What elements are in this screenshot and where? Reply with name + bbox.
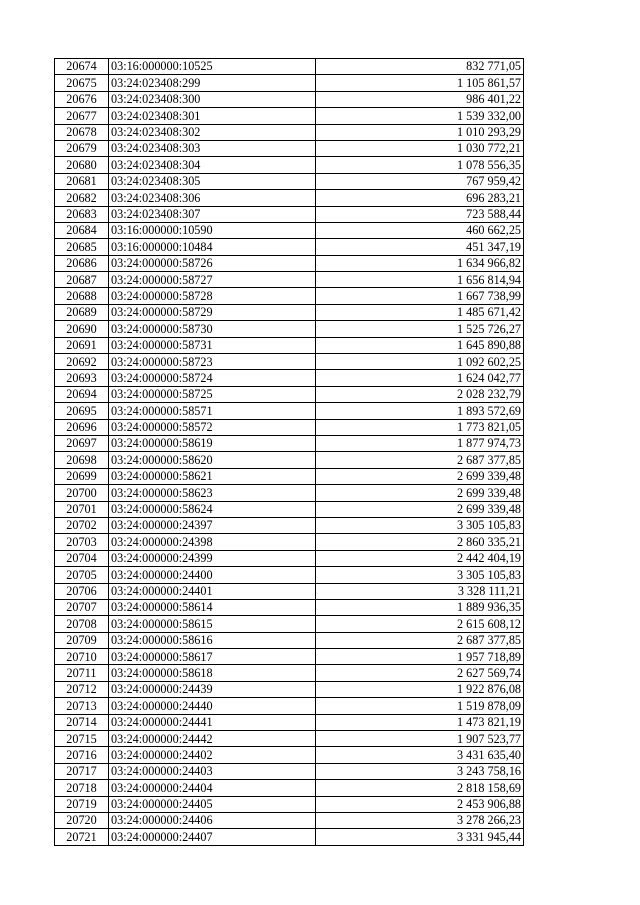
table-row [55,255,524,271]
table-row [55,468,524,484]
cadastral-number-cell: 03:24:000000:58572 [109,419,316,435]
table-row [55,157,524,173]
cadastral-value-cell: 1 773 821,05 [316,419,524,435]
cadastral-value-cell: 3 328 111,21 [316,583,524,599]
cadastral-number-cell: 03:24:023408:302 [109,124,316,140]
cadastral-value-cell: 1 525 726,27 [316,321,524,337]
row-number-cell: 20694 [55,386,109,402]
row-number-cell: 20720 [55,812,109,828]
table-row [55,550,524,566]
table-body [55,59,524,846]
cadastral-value-cell: 3 305 105,83 [316,517,524,533]
cadastral-value-cell: 1 889 936,35 [316,599,524,615]
cadastral-value-cell: 2 687 377,85 [316,632,524,648]
table-row [55,485,524,501]
table-row [55,665,524,681]
cadastral-number-cell: 03:24:000000:24406 [109,812,316,828]
cadastral-value-table [54,58,524,846]
row-number-cell: 20691 [55,337,109,353]
table-row [55,419,524,435]
cadastral-value-cell: 1 473 821,19 [316,714,524,730]
cadastral-value-cell: 1 105 861,57 [316,75,524,91]
row-number-cell: 20702 [55,517,109,533]
row-number-cell: 20683 [55,206,109,222]
table-row [55,452,524,468]
row-number-cell: 20686 [55,255,109,271]
row-number-cell: 20699 [55,468,109,484]
cadastral-value-cell: 1 519 878,09 [316,698,524,714]
table-row [55,763,524,779]
cadastral-value-cell: 3 305 105,83 [316,567,524,583]
table-row [55,812,524,828]
row-number-cell: 20705 [55,567,109,583]
row-number-cell: 20696 [55,419,109,435]
row-number-cell: 20710 [55,649,109,665]
cadastral-value-cell: 1 030 772,21 [316,140,524,156]
cadastral-value-cell: 3 243 758,16 [316,763,524,779]
table-row [55,632,524,648]
cadastral-number-cell: 03:24:000000:24404 [109,780,316,796]
cadastral-number-cell: 03:24:000000:58619 [109,435,316,451]
cadastral-value-cell: 2 818 158,69 [316,780,524,796]
row-number-cell: 20674 [55,59,109,75]
cadastral-value-cell: 1 485 671,42 [316,304,524,320]
row-number-cell: 20712 [55,681,109,697]
table-row [55,517,524,533]
row-number-cell: 20709 [55,632,109,648]
cadastral-value-cell: 1 922 876,08 [316,681,524,697]
row-number-cell: 20721 [55,829,109,845]
cadastral-number-cell: 03:24:000000:24401 [109,583,316,599]
table-row [55,124,524,140]
cadastral-number-cell: 03:24:000000:58617 [109,649,316,665]
cadastral-number-cell: 03:24:000000:58725 [109,386,316,402]
table-row [55,173,524,189]
row-number-cell: 20703 [55,534,109,550]
cadastral-value-cell: 1 645 890,88 [316,337,524,353]
cadastral-value-cell: 2 028 232,79 [316,386,524,402]
row-number-cell: 20689 [55,304,109,320]
cadastral-number-cell: 03:24:000000:58724 [109,370,316,386]
cadastral-value-cell: 2 699 339,48 [316,485,524,501]
table-row [55,403,524,419]
cadastral-value-cell: 1 539 332,00 [316,108,524,124]
row-number-cell: 20698 [55,452,109,468]
table-row [55,681,524,697]
table-row [55,321,524,337]
row-number-cell: 20688 [55,288,109,304]
row-number-cell: 20701 [55,501,109,517]
row-number-cell: 20684 [55,222,109,238]
cadastral-value-cell: 3 278 266,23 [316,812,524,828]
row-number-cell: 20718 [55,780,109,796]
cadastral-number-cell: 03:24:000000:24442 [109,731,316,747]
table-row [55,435,524,451]
cadastral-value-cell: 2 699 339,48 [316,468,524,484]
cadastral-number-cell: 03:24:000000:58727 [109,272,316,288]
cadastral-number-cell: 03:24:023408:303 [109,140,316,156]
row-number-cell: 20719 [55,796,109,812]
cadastral-number-cell: 03:24:000000:24407 [109,829,316,845]
cadastral-number-cell: 03:24:000000:58614 [109,599,316,615]
cadastral-value-cell: 832 771,05 [316,59,524,75]
cadastral-number-cell: 03:24:023408:305 [109,173,316,189]
cadastral-number-cell: 03:24:000000:58571 [109,403,316,419]
cadastral-number-cell: 03:24:000000:58624 [109,501,316,517]
row-number-cell: 20690 [55,321,109,337]
table-row [55,108,524,124]
row-number-cell: 20678 [55,124,109,140]
cadastral-value-cell: 1 624 042,77 [316,370,524,386]
row-number-cell: 20714 [55,714,109,730]
cadastral-number-cell: 03:24:000000:58723 [109,354,316,370]
table-row [55,91,524,107]
cadastral-number-cell: 03:16:000000:10525 [109,59,316,75]
cadastral-number-cell: 03:24:000000:58621 [109,468,316,484]
cadastral-value-cell: 451 347,19 [316,239,524,255]
cadastral-number-cell: 03:24:023408:301 [109,108,316,124]
cadastral-number-cell: 03:24:023408:304 [109,157,316,173]
row-number-cell: 20706 [55,583,109,599]
cadastral-value-cell: 2 860 335,21 [316,534,524,550]
row-number-cell: 20677 [55,108,109,124]
cadastral-number-cell: 03:24:023408:300 [109,91,316,107]
cadastral-number-cell: 03:24:000000:24441 [109,714,316,730]
row-number-cell: 20711 [55,665,109,681]
cadastral-number-cell: 03:24:000000:24400 [109,567,316,583]
table-row [55,583,524,599]
cadastral-value-cell: 723 588,44 [316,206,524,222]
cadastral-number-cell: 03:24:000000:58620 [109,452,316,468]
row-number-cell: 20697 [55,435,109,451]
cadastral-value-cell: 2 442 404,19 [316,550,524,566]
cadastral-value-cell: 1 092 602,25 [316,354,524,370]
row-number-cell: 20687 [55,272,109,288]
cadastral-value-cell: 1 634 966,82 [316,255,524,271]
cadastral-value-cell: 1 877 974,73 [316,435,524,451]
cadastral-value-cell: 2 627 569,74 [316,665,524,681]
row-number-cell: 20715 [55,731,109,747]
row-number-cell: 20693 [55,370,109,386]
table-row [55,337,524,353]
row-number-cell: 20692 [55,354,109,370]
table-row [55,796,524,812]
cadastral-number-cell: 03:24:023408:299 [109,75,316,91]
cadastral-value-cell: 767 959,42 [316,173,524,189]
cadastral-value-cell: 1 010 293,29 [316,124,524,140]
cadastral-value-cell: 1 667 738,99 [316,288,524,304]
table-row [55,780,524,796]
cadastral-value-cell: 1 078 556,35 [316,157,524,173]
row-number-cell: 20676 [55,91,109,107]
cadastral-number-cell: 03:24:000000:58618 [109,665,316,681]
cadastral-value-cell: 2 615 608,12 [316,616,524,632]
cadastral-value-cell: 1 907 523,77 [316,731,524,747]
table-row [55,239,524,255]
table-row [55,140,524,156]
table-row [55,304,524,320]
cadastral-number-cell: 03:24:000000:24402 [109,747,316,763]
cadastral-number-cell: 03:24:000000:58729 [109,304,316,320]
cadastral-value-cell: 2 699 339,48 [316,501,524,517]
row-number-cell: 20680 [55,157,109,173]
cadastral-value-cell: 1 656 814,94 [316,272,524,288]
row-number-cell: 20682 [55,190,109,206]
cadastral-value-cell: 2 453 906,88 [316,796,524,812]
table-row [55,370,524,386]
cadastral-number-cell: 03:16:000000:10484 [109,239,316,255]
row-number-cell: 20679 [55,140,109,156]
table-row [55,599,524,615]
row-number-cell: 20704 [55,550,109,566]
table-row [55,698,524,714]
cadastral-number-cell: 03:24:000000:58730 [109,321,316,337]
row-number-cell: 20695 [55,403,109,419]
row-number-cell: 20681 [55,173,109,189]
table-row [55,288,524,304]
cadastral-number-cell: 03:24:023408:306 [109,190,316,206]
table-row [55,272,524,288]
row-number-cell: 20707 [55,599,109,615]
table-row [55,222,524,238]
cadastral-value-cell: 986 401,22 [316,91,524,107]
cadastral-value-cell: 1 957 718,89 [316,649,524,665]
row-number-cell: 20717 [55,763,109,779]
table-row [55,829,524,845]
row-number-cell: 20700 [55,485,109,501]
row-number-cell: 20716 [55,747,109,763]
cadastral-value-cell: 460 662,25 [316,222,524,238]
cadastral-value-cell: 696 283,21 [316,190,524,206]
cadastral-number-cell: 03:24:000000:58728 [109,288,316,304]
cadastral-number-cell: 03:24:000000:24405 [109,796,316,812]
cadastral-number-cell: 03:24:000000:58726 [109,255,316,271]
cadastral-number-cell: 03:24:000000:58731 [109,337,316,353]
cadastral-number-cell: 03:24:000000:24398 [109,534,316,550]
row-number-cell: 20708 [55,616,109,632]
row-number-cell: 20675 [55,75,109,91]
table-row [55,731,524,747]
table-row [55,354,524,370]
cadastral-number-cell: 03:24:000000:24399 [109,550,316,566]
cadastral-number-cell: 03:24:023408:307 [109,206,316,222]
table-row [55,386,524,402]
table-row [55,649,524,665]
cadastral-number-cell: 03:24:000000:24403 [109,763,316,779]
cadastral-number-cell: 03:24:000000:24440 [109,698,316,714]
cadastral-number-cell: 03:24:000000:58615 [109,616,316,632]
table-row [55,206,524,222]
cadastral-number-cell: 03:24:000000:58623 [109,485,316,501]
cadastral-value-cell: 2 687 377,85 [316,452,524,468]
cadastral-number-cell: 03:24:000000:58616 [109,632,316,648]
table-row [55,534,524,550]
table-row [55,747,524,763]
table-row [55,501,524,517]
cadastral-number-cell: 03:24:000000:24397 [109,517,316,533]
row-number-cell: 20685 [55,239,109,255]
cadastral-value-cell: 3 331 945,44 [316,829,524,845]
cadastral-number-cell: 03:24:000000:24439 [109,681,316,697]
table-row [55,567,524,583]
cadastral-value-cell: 3 431 635,40 [316,747,524,763]
row-number-cell: 20713 [55,698,109,714]
table-row [55,190,524,206]
table-row [55,616,524,632]
cadastral-value-cell: 1 893 572,69 [316,403,524,419]
table-row [55,59,524,75]
cadastral-number-cell: 03:16:000000:10590 [109,222,316,238]
table-row [55,75,524,91]
table-row [55,714,524,730]
